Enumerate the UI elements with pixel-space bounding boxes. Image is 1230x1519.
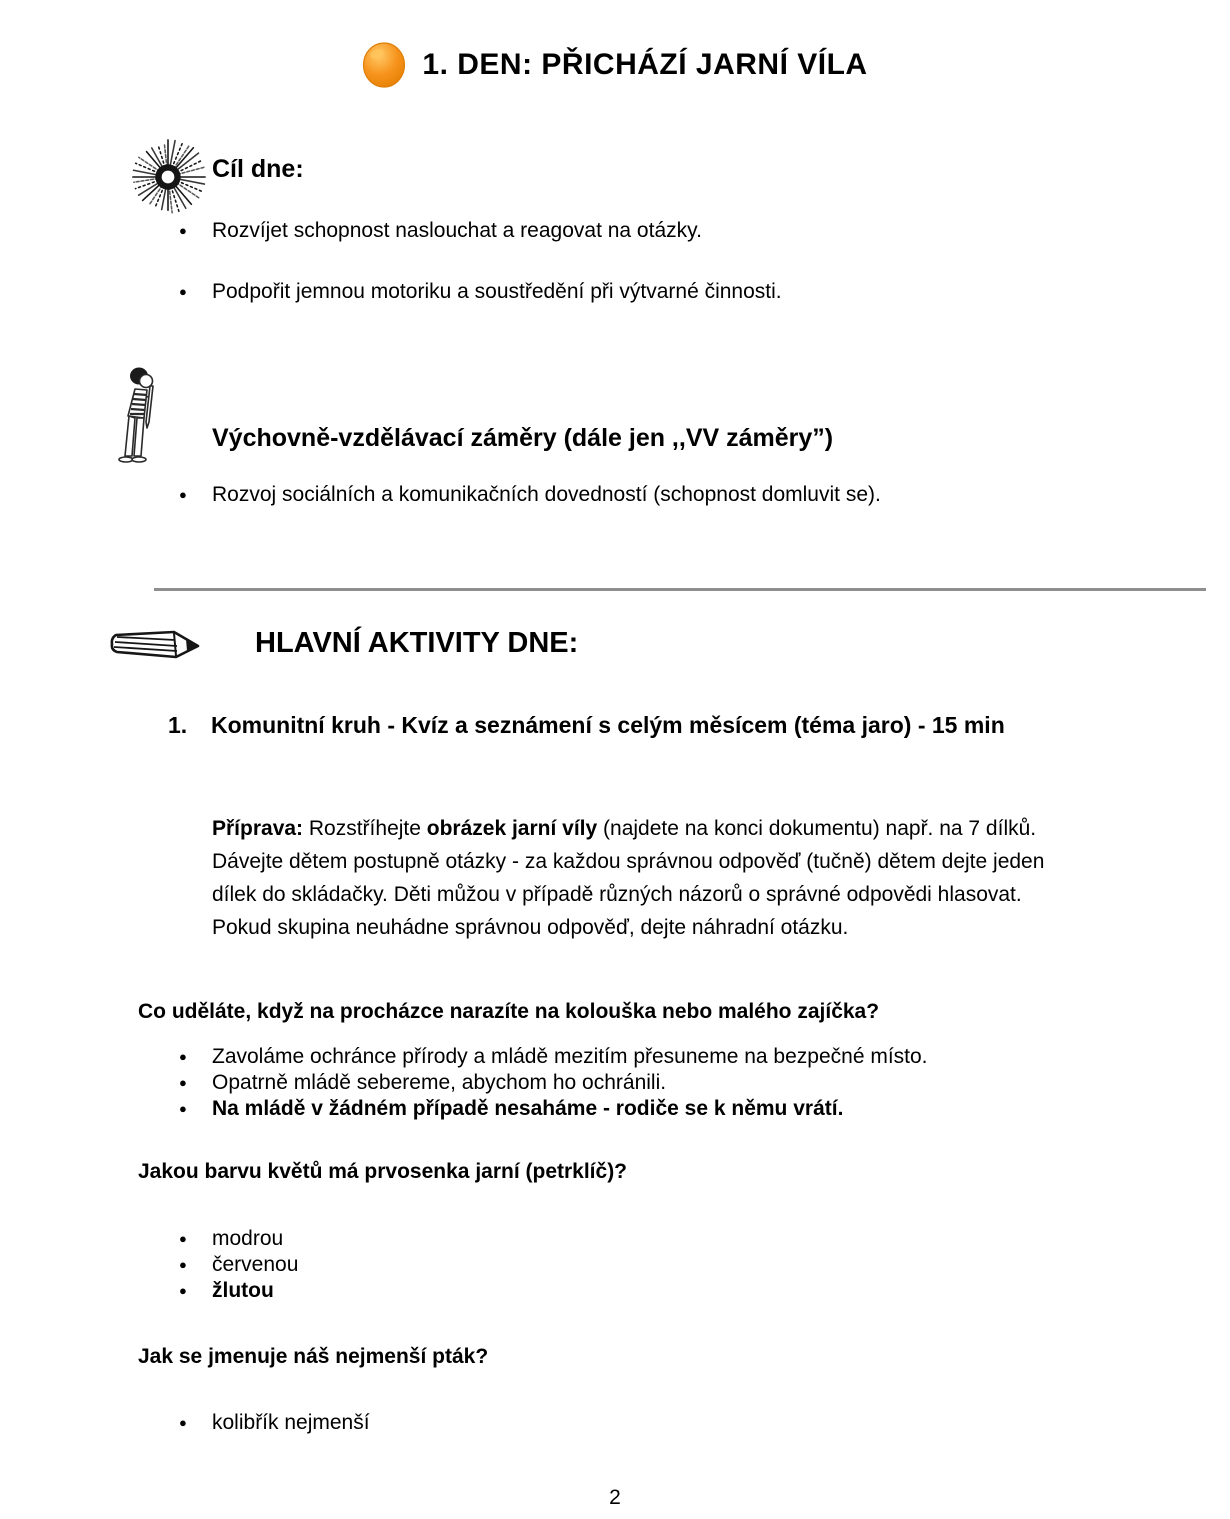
- activity-item-1: [168, 702, 1070, 748]
- page-title: 1. DEN: PŘICHÁZÍ JARNÍ VÍLA: [422, 48, 868, 81]
- preparation-text: Rozstříhejte: [303, 817, 427, 840]
- page-number: 2: [609, 1486, 621, 1509]
- list-item: ● Rozvoj sociálních a komunikačních dovedností (schopnost domluvit se).: [177, 482, 1097, 508]
- quiz-question: Jakou barvu květů má prvosenka jarní (petrklíč)?: [138, 1160, 628, 1183]
- quiz-answer-list: [177, 1044, 1097, 1122]
- activity-title: Komunitní kruh - Kvíz a seznámení s celým měsícem (téma jaro) - 15 min: [211, 712, 1005, 738]
- sun-burst-icon: [127, 136, 209, 218]
- list-item-correct-answer: ● Na mládě v žádném případě nesaháme - rodiče se k němu vrátí.: [177, 1096, 1097, 1122]
- document-title-row: [0, 42, 1230, 88]
- preparation-paragraph: [212, 812, 1084, 944]
- quiz-question: Jak se jmenuje náš nejmenší pták?: [138, 1345, 489, 1368]
- pencil-icon: [108, 620, 208, 670]
- preparation-bold-phrase: obrázek jarní víly: [426, 817, 598, 840]
- section-heading-vv-zamery: Výchovně-vzdělávací záměry (dále jen ,,VV záměry”): [212, 424, 834, 452]
- orange-ball-icon: [362, 42, 406, 88]
- cil-dne-bullet-list: [177, 218, 1097, 305]
- list-item: ● Rozvíjet schopnost naslouchat a reagovat na otázky.: [177, 218, 1097, 244]
- list-item: ● Opatrně mládě sebereme, abychom ho ochránili.: [177, 1070, 1097, 1096]
- list-item: ● Zavoláme ochránce přírody a mládě mezitím přesuneme na bezpečné místo.: [177, 1044, 1097, 1070]
- list-item-correct-answer: ● žlutou: [177, 1278, 1097, 1304]
- list-item: ● červenou: [177, 1252, 1097, 1278]
- list-item: ● Podpořit jemnou motoriku a soustředění při výtvarné činnosti.: [177, 279, 1097, 305]
- activity-number: 1.: [168, 712, 188, 738]
- preparation-text: (najdete na konci dokumentu) např. na 7 dílků. Dávejte dětem postupně otázky - za každou správnou odpověď (tučně) dětem dejte jeden dílek do skládačky. Děti můžou v případě různých názorů o správné odpovědi hlasovat. Pokud skupina neuhádne správnou odpověď, dejte náhradní otázku.: [212, 817, 1045, 939]
- drawing-child-icon: [113, 366, 173, 468]
- list-item: ● modrou: [177, 1226, 1097, 1252]
- section-heading-hlavni-aktivity: HLAVNÍ AKTIVITY DNE:: [255, 627, 579, 659]
- section-heading-cil-dne: Cíl dne:: [212, 155, 304, 183]
- horizontal-divider: [154, 588, 1206, 591]
- list-item: ● kolibřík nejmenší: [177, 1410, 1097, 1436]
- vv-zamery-bullet-list: [177, 482, 1097, 508]
- quiz-question: Co uděláte, když na procházce narazíte na kolouška nebo malého zajíčka?: [138, 1000, 880, 1023]
- preparation-label: Příprava:: [212, 817, 304, 840]
- quiz-answer-list: [177, 1410, 1097, 1436]
- quiz-answer-list: [177, 1226, 1097, 1304]
